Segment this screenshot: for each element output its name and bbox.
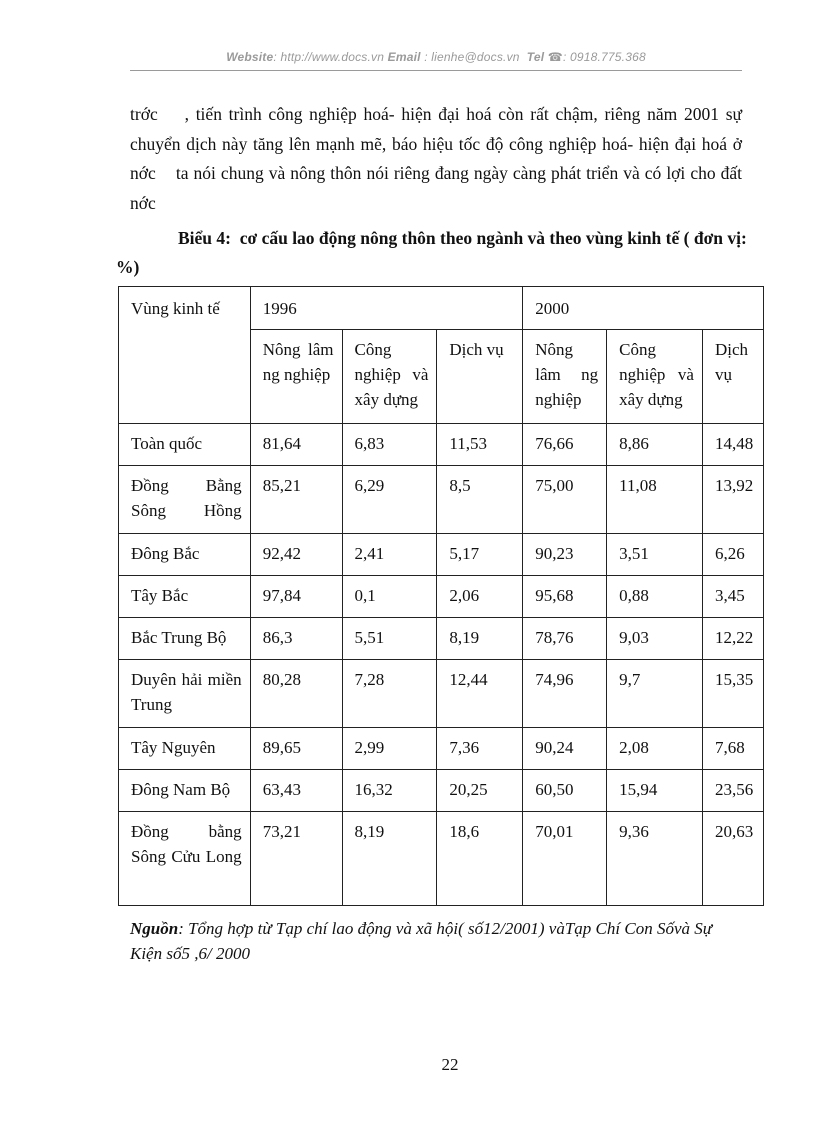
region-cell: Tây Nguyên xyxy=(119,728,251,770)
value-cell: 97,84 xyxy=(250,576,342,618)
value-cell: 5,51 xyxy=(342,618,437,660)
body-paragraph: trớc , tiến trình công nghiệp hoá- hiện đại hoá còn rất chậm, riêng năm 2001 sự chuyển dịch này tăng lên mạnh mẽ, báo hiệu tốc độ công nghiệp hoá- hiện đại hoá ở nớc ta nói chung và nông thôn nói riêng đang ngày càng phát triển và có lợi cho đất nớc xyxy=(130,104,747,213)
value-cell: 70,01 xyxy=(523,812,607,906)
value-cell: 8,86 xyxy=(607,424,703,466)
value-cell: 7,68 xyxy=(702,728,763,770)
value-cell: 7,28 xyxy=(342,660,437,728)
table-row xyxy=(119,466,764,534)
value-cell: 6,26 xyxy=(702,534,763,576)
website-value: : http://www.docs.vn xyxy=(273,50,385,64)
value-cell: 7,36 xyxy=(437,728,523,770)
value-cell: 63,43 xyxy=(250,770,342,812)
value-cell: 15,94 xyxy=(607,770,703,812)
subheader-cell: Công nghiệp và xây dựng xyxy=(607,330,703,424)
region-cell: Toàn quốc xyxy=(119,424,251,466)
value-cell: 78,76 xyxy=(523,618,607,660)
header-divider xyxy=(130,70,742,71)
email-label: Email xyxy=(387,50,421,64)
page-header xyxy=(130,50,742,64)
value-cell: 95,68 xyxy=(523,576,607,618)
value-cell: 76,66 xyxy=(523,424,607,466)
value-cell: 9,03 xyxy=(607,618,703,660)
table-row xyxy=(119,618,764,660)
table-body xyxy=(119,424,764,906)
tel-label: Tel xyxy=(526,50,545,64)
value-cell: 73,21 xyxy=(250,812,342,906)
source-note xyxy=(130,916,742,966)
table-header-row xyxy=(119,287,764,330)
website-label: Website xyxy=(226,50,274,64)
subheader-cell: Dịch vụ xyxy=(437,330,523,424)
value-cell: 2,41 xyxy=(342,534,437,576)
subheader-cell: Công nghiệp và xây dựng xyxy=(342,330,437,424)
region-cell: Đồng bằng Sông Cửu Long xyxy=(119,812,251,906)
labor-structure-table xyxy=(118,286,764,906)
value-cell: 6,29 xyxy=(342,466,437,534)
value-cell: 2,99 xyxy=(342,728,437,770)
table-row xyxy=(119,770,764,812)
table-row xyxy=(119,576,764,618)
value-cell: 14,48 xyxy=(702,424,763,466)
value-cell: 2,08 xyxy=(607,728,703,770)
subheader-cell: Nông lâm ng nghiệp xyxy=(250,330,342,424)
value-cell: 11,53 xyxy=(437,424,523,466)
year-header-2000: 2000 xyxy=(523,287,764,330)
tel-value: : 0918.775.368 xyxy=(562,50,646,64)
value-cell: 74,96 xyxy=(523,660,607,728)
table-row xyxy=(119,660,764,728)
value-cell: 60,50 xyxy=(523,770,607,812)
value-cell: 15,35 xyxy=(702,660,763,728)
value-cell: 81,64 xyxy=(250,424,342,466)
value-cell: 9,36 xyxy=(607,812,703,906)
value-cell: 3,51 xyxy=(607,534,703,576)
table-caption-text: Biểu 4: cơ cấu lao động nông thôn theo ngành và theo vùng kinh tế ( đơn vị: %) xyxy=(116,228,760,277)
value-cell: 5,17 xyxy=(437,534,523,576)
value-cell: 20,63 xyxy=(702,812,763,906)
value-cell: 89,65 xyxy=(250,728,342,770)
value-cell: 90,23 xyxy=(523,534,607,576)
table-row xyxy=(119,812,764,906)
value-cell: 0,1 xyxy=(342,576,437,618)
value-cell: 3,45 xyxy=(702,576,763,618)
value-cell: 80,28 xyxy=(250,660,342,728)
table-row xyxy=(119,728,764,770)
region-cell: Đông Bắc xyxy=(119,534,251,576)
page-number: 22 xyxy=(441,1055,459,1074)
value-cell: 90,24 xyxy=(523,728,607,770)
value-cell: 2,06 xyxy=(437,576,523,618)
value-cell: 85,21 xyxy=(250,466,342,534)
value-cell: 8,5 xyxy=(437,466,523,534)
value-cell: 9,7 xyxy=(607,660,703,728)
value-cell: 23,56 xyxy=(702,770,763,812)
region-cell: Đông Nam Bộ xyxy=(119,770,251,812)
region-cell: Đồng Bằng Sông Hồng xyxy=(119,466,251,534)
region-cell: Duyên hải miền Trung xyxy=(119,660,251,728)
source-label: Nguồn xyxy=(130,919,179,938)
source-text: : Tổng hợp từ Tạp chí lao động và xã hội( số12/2001) vàTạp Chí Con Sốvà Sự Kiện số5 ,6/ 2000 xyxy=(130,919,713,963)
value-cell: 75,00 xyxy=(523,466,607,534)
subheader-cell: Nông lâm ng nghiệp xyxy=(523,330,607,424)
table-row xyxy=(119,534,764,576)
region-cell: Bắc Trung Bộ xyxy=(119,618,251,660)
value-cell: 92,42 xyxy=(250,534,342,576)
value-cell: 20,25 xyxy=(437,770,523,812)
value-cell: 6,83 xyxy=(342,424,437,466)
value-cell: 16,32 xyxy=(342,770,437,812)
value-cell: 0,88 xyxy=(607,576,703,618)
value-cell: 12,22 xyxy=(702,618,763,660)
value-cell: 8,19 xyxy=(342,812,437,906)
region-cell: Tây Bắc xyxy=(119,576,251,618)
value-cell: 12,44 xyxy=(437,660,523,728)
value-cell: 86,3 xyxy=(250,618,342,660)
value-cell: 11,08 xyxy=(607,466,703,534)
subheader-cell: Dịch vụ xyxy=(702,330,763,424)
table-caption xyxy=(116,224,760,282)
year-header-1996: 1996 xyxy=(250,287,523,330)
region-header-cell: Vùng kinh tế xyxy=(119,287,251,424)
email-value: : lienhe@docs.vn xyxy=(424,50,520,64)
table-row xyxy=(119,424,764,466)
value-cell: 18,6 xyxy=(437,812,523,906)
value-cell: 8,19 xyxy=(437,618,523,660)
phone-icon: ☎ xyxy=(547,50,563,64)
value-cell: 13,92 xyxy=(702,466,763,534)
